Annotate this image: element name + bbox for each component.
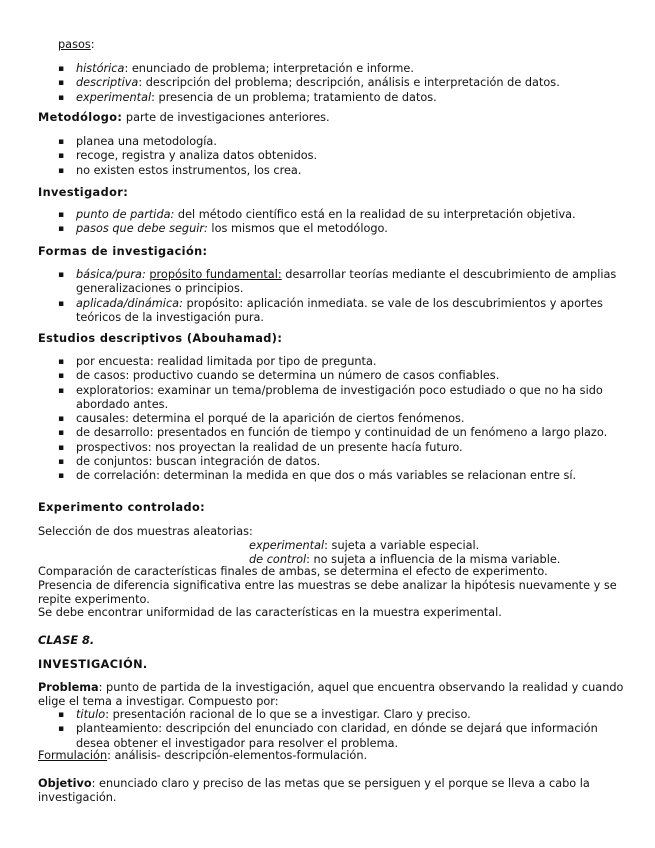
problema-list bbox=[58, 708, 629, 751]
list-item: ▪ no existen estos instrumentos, los crea. bbox=[58, 164, 629, 178]
objetivo-paragraph: Objetivo: enunciado claro y preciso de las metas que se persiguen y el porque se lleva a cabo la investigación. bbox=[38, 777, 590, 805]
list-item: ▪ prospectivos: nos proyectan la realidad de un presente hacía futuro. bbox=[58, 441, 629, 455]
list-item: ▪ recoge, registra y analiza datos obtenidos. bbox=[58, 149, 629, 163]
metodologo-list bbox=[58, 135, 629, 178]
experimento-seleccion: Selección de dos muestras aleatorias: bbox=[38, 525, 253, 538]
list-item: ▪ punto de partida: del método científico está en la realidad de su interpretación objetiva. bbox=[58, 208, 629, 222]
investigacion-title: INVESTIGACIÓN. bbox=[38, 658, 148, 671]
investigador-list bbox=[58, 208, 629, 237]
list-item: ▪ básica/pura: propósito fundamental: desarrollar teorías mediante el descubrimiento de amplias generalizaciones o principios. bbox=[58, 268, 629, 297]
pasos-list bbox=[58, 62, 629, 105]
experimento-heading: Experimento controlado: bbox=[38, 501, 206, 514]
list-item: ▪ pasos que debe seguir: los mismos que el metodólogo. bbox=[58, 222, 629, 236]
list-item: ▪ aplicada/dinámica: propósito: aplicación inmediata. se vale de los descubrimientos y aportes teóricos de la investigación pura. bbox=[58, 297, 629, 326]
experimento-muestra-experimental: experimental: sujeta a variable especial. bbox=[249, 539, 480, 552]
pasos-label: pasos: bbox=[58, 38, 95, 51]
problema-paragraph: Problema: punto de partida de la investigación, aquel que encuentra observando la realidad y cuando elige el tema a investigar. Compuesto por: bbox=[38, 681, 624, 709]
list-item: ▪ de correlación: determinan la medida en que dos o más variables se relacionan entre sí. bbox=[58, 469, 629, 483]
experimento-comparacion: Comparación de características finales de ambas, se determina el efecto de experimento. bbox=[38, 565, 548, 578]
list-item: ▪ experimental: presencia de un problema; tratamiento de datos. bbox=[58, 91, 629, 105]
list-item: ▪ por encuesta: realidad limitada por tipo de pregunta. bbox=[58, 355, 629, 369]
estudios-list bbox=[58, 355, 629, 484]
list-item: ▪ planteamiento: descripción del enunciado con claridad, en dónde se dejará que información desea obtener el investigador para resolver el problema. bbox=[58, 722, 629, 751]
formulacion-line: Formulación: análisis- descripción-elementos-formulación. bbox=[38, 749, 368, 762]
list-item: ▪ planea una metodología. bbox=[58, 135, 629, 149]
investigador-heading: Investigador: bbox=[38, 186, 129, 199]
list-item: ▪ de casos: productivo cuando se determina un número de casos confiables. bbox=[58, 369, 629, 383]
metodologo-heading: Metodólogo: parte de investigaciones anteriores. bbox=[38, 111, 330, 124]
list-item: ▪ histórica: enunciado de problema; interpretación e informe. bbox=[58, 62, 629, 76]
experimento-uniformidad: Se debe encontrar uniformidad de las características en la muestra experimental. bbox=[38, 606, 502, 619]
list-item: ▪ causales: determina el porqué de la aparición de ciertos fenómenos. bbox=[58, 412, 629, 426]
estudios-heading: Estudios descriptivos (Abouhamad): bbox=[38, 332, 283, 345]
experimento-presencia: Presencia de diferencia significativa entre las muestras se debe analizar la hipótesis nuevamente y se repite experimento. bbox=[38, 579, 617, 607]
formas-heading: Formas de investigación: bbox=[38, 245, 208, 258]
list-item: ▪ descriptiva: descripción del problema; descripción, análisis e interpretación de datos. bbox=[58, 76, 629, 90]
list-item: ▪ de conjuntos: buscan integración de datos. bbox=[58, 455, 629, 469]
list-item: ▪ titulo: presentación racional de lo que se a investigar. Claro y preciso. bbox=[58, 708, 629, 722]
clase-title: CLASE 8. bbox=[38, 634, 95, 647]
list-item: ▪ de desarrollo: presentados en función de tiempo y continuidad de un fenómeno a largo plazo. bbox=[58, 426, 629, 440]
experimento-muestra-control: de control: no sujeta a influencia de la misma variable. bbox=[249, 553, 561, 566]
list-item: ▪ exploratorios: examinar un tema/problema de investigación poco estudiado o que no ha sido abordado antes. bbox=[58, 384, 629, 413]
formas-list bbox=[58, 268, 629, 325]
